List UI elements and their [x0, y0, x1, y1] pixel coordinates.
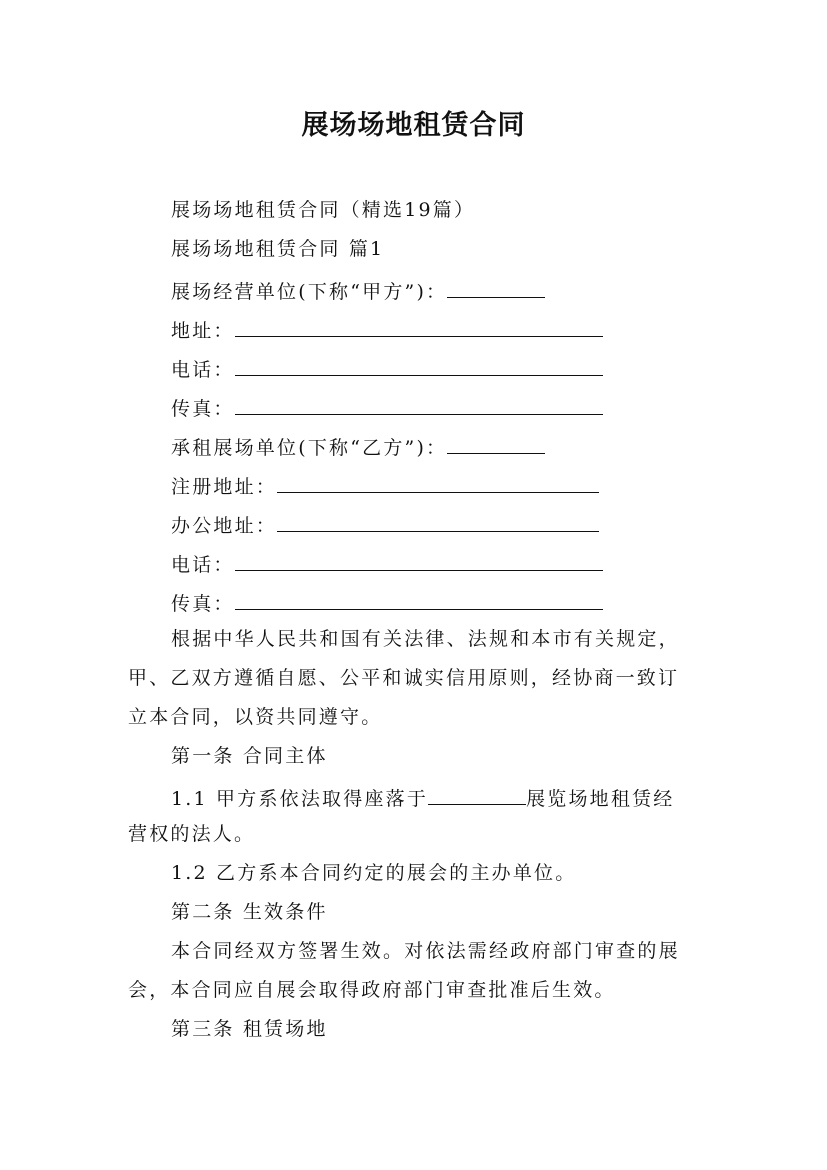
phone-blank-2 — [235, 552, 603, 571]
party-b-label: 承租展场单位(下称“乙方”)： — [171, 437, 448, 459]
document-subtitle: 展场场地租赁合同（精选19篇） — [171, 199, 476, 221]
party-a-label: 展场经营单位(下称“甲方”)： — [171, 281, 448, 303]
fax-label-2: 传真： — [171, 593, 235, 615]
section-heading: 展场场地租赁合同 篇1 — [171, 238, 385, 260]
address-line — [171, 318, 771, 341]
phone-label-2: 电话： — [171, 554, 235, 576]
clause-1-1-line-2: 营权的法人。 — [128, 823, 256, 845]
party-a-line — [171, 279, 771, 302]
phone-line — [171, 357, 771, 380]
registered-address-label: 注册地址： — [171, 476, 278, 498]
address-blank — [235, 318, 603, 337]
fax-blank — [235, 396, 603, 415]
registered-address-line — [171, 474, 771, 497]
clause-1-1-suffix: 展览场地租赁经 — [526, 788, 675, 810]
article-2-heading: 第二条 生效条件 — [171, 901, 328, 923]
document-title: 展场场地租赁合同 — [301, 110, 526, 141]
phone-label: 电话： — [171, 359, 235, 381]
clause-1-1-line-1 — [171, 786, 771, 809]
phone-line-2 — [171, 552, 771, 575]
office-address-blank — [277, 513, 599, 532]
phone-blank — [235, 357, 603, 376]
article-3-heading: 第三条 租赁场地 — [171, 1018, 328, 1040]
party-b-line — [171, 435, 771, 458]
party-a-blank — [447, 279, 545, 298]
address-label: 地址： — [171, 320, 235, 342]
registered-address-blank — [277, 474, 599, 493]
preamble-line-3: 立本合同，以资共同遵守。 — [128, 706, 383, 728]
article-2-line-1: 本合同经双方签署生效。对依法需经政府部门审查的展 — [171, 940, 680, 962]
clause-1-1-blank — [428, 786, 526, 805]
fax-line-2 — [171, 591, 771, 614]
clause-1-1-prefix: 1.1 甲方系依法取得座落于 — [171, 788, 429, 810]
fax-label: 传真： — [171, 398, 235, 420]
office-address-line — [171, 513, 771, 536]
article-1-heading: 第一条 合同主体 — [171, 745, 328, 767]
fax-blank-2 — [235, 591, 603, 610]
party-b-blank — [447, 435, 545, 454]
preamble-line-2: 甲、乙双方遵循自愿、公平和诚实信用原则，经协商一致订 — [128, 667, 680, 689]
fax-line — [171, 396, 771, 419]
office-address-label: 办公地址： — [171, 515, 278, 537]
preamble-line-1: 根据中华人民共和国有关法律、法规和本市有关规定， — [171, 628, 680, 650]
clause-1-2: 1.2 乙方系本合同约定的展会的主办单位。 — [171, 862, 577, 884]
article-2-line-2: 会，本合同应自展会取得政府部门审查批准后生效。 — [128, 979, 616, 1001]
